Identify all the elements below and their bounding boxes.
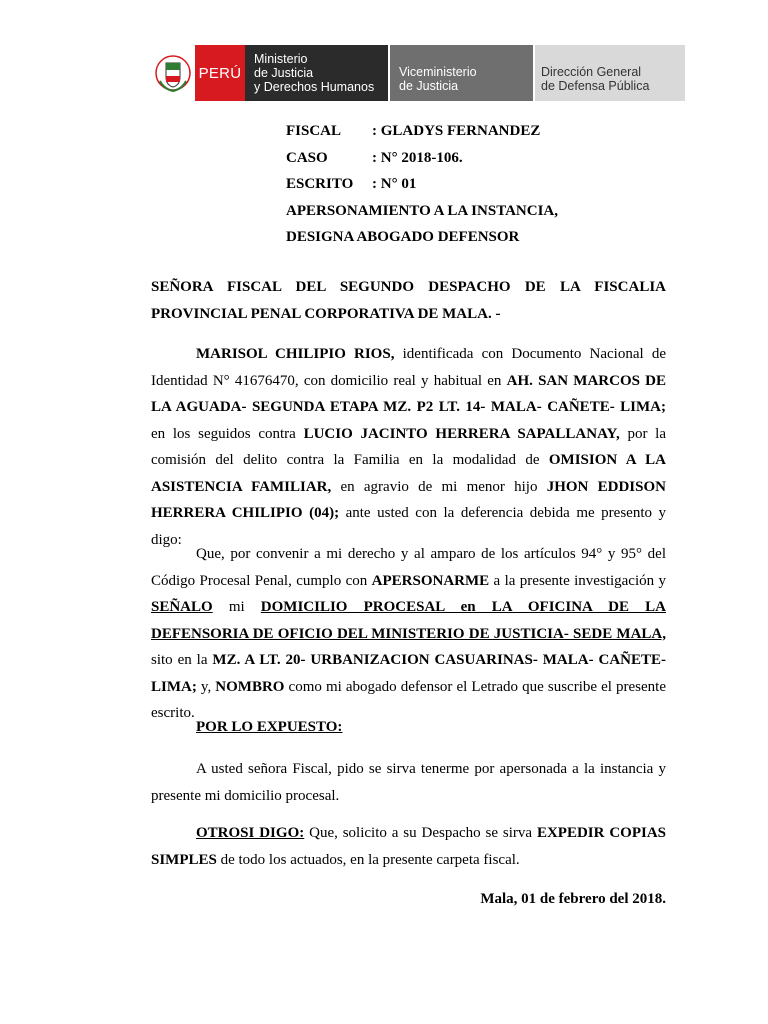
- defendant-name: LUCIO JACINTO HERRERA SAPALLANAY,: [303, 425, 620, 442]
- otrosi-text: [151, 820, 666, 873]
- subject-line: DESIGNA ABOGADO DEFENSOR: [286, 229, 520, 245]
- por-lo-expuesto-heading: [151, 714, 666, 741]
- text-run: a la presente investigación y: [489, 572, 667, 589]
- nombro-keyword: NOMBRO: [215, 678, 285, 695]
- viceministry-line: Viceministerio: [399, 65, 477, 79]
- child-name: JHON EDDISON HERRERA CHILIPIO (04);: [151, 478, 666, 521]
- country-label: PERÚ: [195, 45, 245, 101]
- ministry-label: [245, 45, 388, 101]
- text-run: y,: [196, 678, 216, 695]
- escrito-row: [286, 171, 558, 198]
- identification-text: [151, 341, 666, 553]
- direction-line: Dirección General: [541, 65, 642, 79]
- expedir-copias-keyword: EXPEDIR COPIAS SIMPLES: [151, 825, 666, 868]
- senalo-keyword: SEÑALO: [151, 599, 213, 615]
- caso-value: : N° 2018-106.: [372, 149, 463, 166]
- text-run: de todo los actuados, en la presente carpeta fiscal.: [216, 851, 520, 868]
- text-run: por la comisión del delito contra la Familia en la modalidad de: [151, 425, 667, 468]
- por-lo-expuesto-text: POR LO EXPUESTO:: [196, 719, 343, 735]
- paragraph-request: [151, 756, 666, 809]
- institution-header: [150, 45, 687, 101]
- otrosi-label: OTROSI DIGO:: [196, 825, 305, 841]
- direction-line: de Defensa Pública: [541, 79, 650, 93]
- petitioner-name: MARISOL CHILIPIO RIOS,: [196, 346, 395, 362]
- ministry-line: de Justicia: [254, 66, 314, 80]
- escrito-label: ESCRITO: [286, 176, 354, 192]
- text-run: ante usted con la deferencia debida me presento y digo:: [151, 505, 667, 548]
- por-lo-expuesto-block: [151, 714, 666, 741]
- text-run: sito en la: [151, 652, 213, 668]
- text-run: Que, por convenir a mi derecho y al amparo de los artículos 94° y 95° del Código Procesal Penal, cumplo con: [151, 546, 666, 589]
- fiscal-row: [286, 118, 558, 145]
- paragraph-apersonamiento: [151, 541, 666, 727]
- fiscal-label: FISCAL: [286, 123, 342, 139]
- viceministry-label: [388, 45, 533, 101]
- apersonamiento-text: [151, 541, 666, 727]
- text-run: en los seguidos contra: [151, 425, 304, 442]
- viceministry-line: de Justicia: [399, 79, 459, 93]
- office-address: MZ. A LT. 20- URBANIZACION CASUARINAS- MALA- CAÑETE- LIMA;: [151, 652, 667, 695]
- request-text: A usted señora Fiscal, pido se sirva tenerme por apersonada a la instancia y presente mi domicilio procesal.: [151, 761, 666, 804]
- domicilio-procesal: DOMICILIO PROCESAL en LA OFICINA DE LA DEFENSORIA DE OFICIO DEL MINISTERIO DE JUSTICIA- SEDE MALA,: [151, 599, 666, 642]
- apersonarme-keyword: APERSONARME: [371, 572, 490, 589]
- ministry-line: Ministerio: [254, 52, 308, 66]
- petitioner-address: AH. SAN MARCOS DE LA AGUADA- SEGUNDA ETAPA MZ. P2 LT. 14- MALA- CAÑETE- LIMA;: [151, 372, 666, 415]
- date-line: Mala, 01 de febrero del 2018.: [480, 891, 666, 907]
- text-run: en agravio de mi menor hijo: [331, 478, 547, 495]
- crime-name: OMISION A LA ASISTENCIA FAMILIAR,: [151, 452, 666, 495]
- subject-line: APERSONAMIENTO A LA INSTANCIA,: [286, 202, 558, 219]
- text-run: mi: [212, 599, 261, 615]
- caso-label: CASO: [286, 149, 328, 166]
- peru-coat-of-arms-icon: [150, 45, 195, 101]
- direction-label: [533, 45, 685, 101]
- text-run: Que, solicito a su Despacho se sirva: [304, 825, 537, 841]
- paragraph-identification: [151, 341, 666, 553]
- date-block: [151, 886, 666, 913]
- addressee-block: [151, 274, 666, 327]
- fiscal-value: : GLADYS FERNANDEZ: [372, 123, 541, 139]
- ministry-line: y Derechos Humanos: [254, 80, 375, 94]
- addressee: SEÑORA FISCAL DEL SEGUNDO DESPACHO DE LA FISCALIA PROVINCIAL PENAL CORPORATIVA DE MALA. -: [151, 279, 666, 322]
- text-run: como mi abogado defensor el Letrado que suscribe el presente escrito.: [151, 678, 666, 721]
- text-run: identificada con Documento Nacional de Identidad N° 41676470, con domicilio real y habitual en: [151, 346, 666, 389]
- paragraph-otrosi: [151, 820, 666, 873]
- case-info: [286, 118, 558, 251]
- escrito-value: : N° 01: [372, 176, 417, 192]
- caso-row: [286, 145, 558, 172]
